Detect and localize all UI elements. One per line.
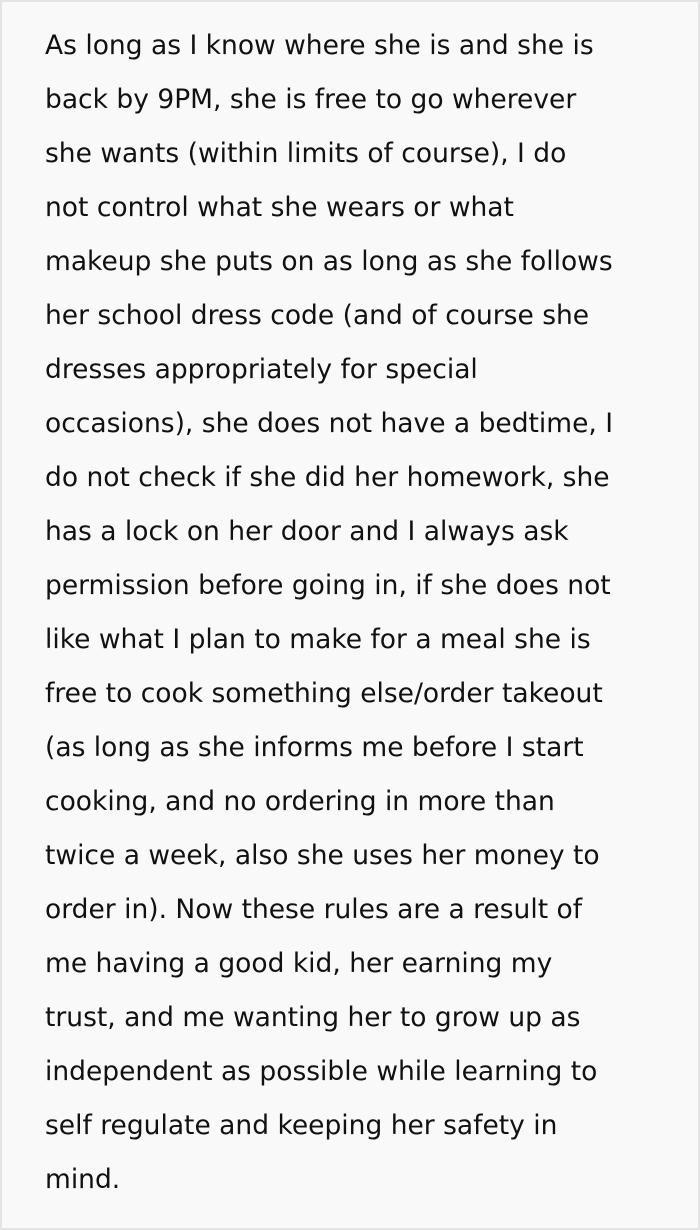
text-line: back by 9PM, she is free to go wherever	[45, 84, 577, 115]
text-line: permission before going in, if she does not	[45, 570, 611, 601]
post-body-text	[45, 19, 678, 1207]
text-line: twice a week, also she uses her money to	[45, 840, 600, 871]
text-line: order in). Now these rules are a result of	[45, 894, 583, 925]
text-line: has a lock on her door and I always ask	[45, 516, 569, 547]
text-line: As long as I know where she is and she is	[45, 30, 594, 61]
text-line: like what I plan to make for a meal she is	[45, 624, 591, 655]
text-line: mind.	[45, 1164, 121, 1195]
text-line: independent as possible while learning to	[45, 1056, 598, 1087]
text-line: makeup she puts on as long as she follows	[45, 246, 613, 277]
text-line: she wants (within limits of course), I do	[45, 138, 567, 169]
text-line: occasions), she does not have a bedtime, I	[45, 408, 614, 439]
text-line: dresses appropriately for special	[45, 354, 478, 385]
text-line: cooking, and no ordering in more than	[45, 786, 555, 817]
text-line: trust, and me wanting her to grow up as	[45, 1002, 581, 1033]
text-line: do not check if she did her homework, she	[45, 462, 610, 493]
text-line: free to cook something else/order takeout	[45, 678, 603, 709]
text-line: (as long as she informs me before I start	[45, 732, 584, 763]
text-line: not control what she wears or what	[45, 192, 514, 223]
text-line: self regulate and keeping her safety in	[45, 1110, 558, 1141]
text-line: her school dress code (and of course she	[45, 300, 590, 331]
text-line: me having a good kid, her earning my	[45, 948, 553, 979]
